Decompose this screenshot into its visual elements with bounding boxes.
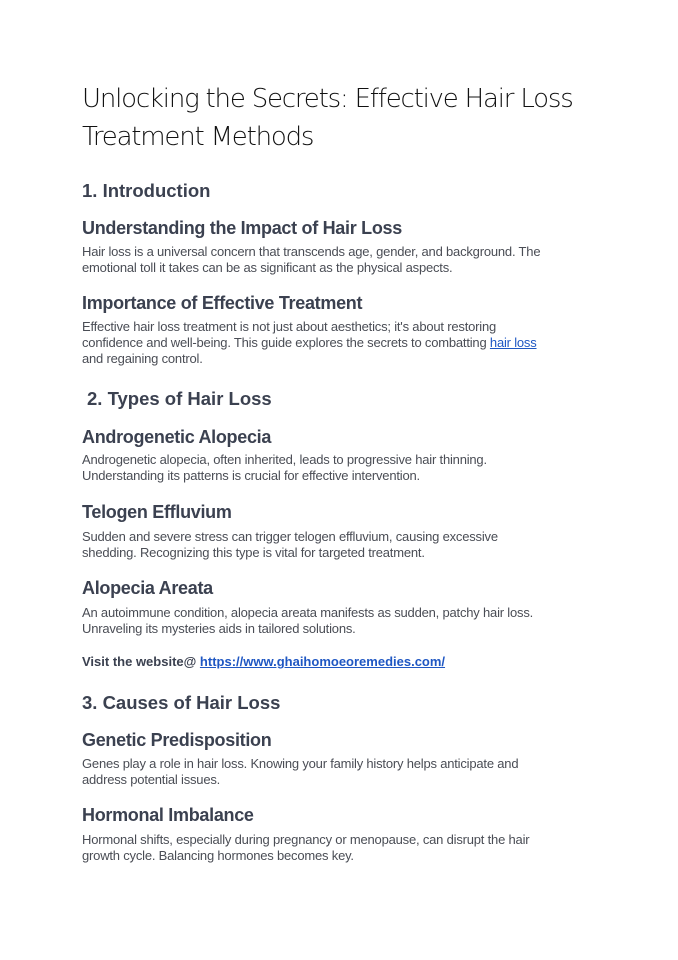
paragraph — [82, 452, 487, 484]
paragraph — [82, 832, 529, 864]
paragraph-line: Hair loss is a universal concern that transcends age, gender, and background. The — [82, 244, 541, 259]
subheading: Telogen Effluvium — [82, 502, 232, 522]
paragraph — [82, 605, 533, 637]
section-heading-types: 2. Types of Hair Loss — [87, 388, 272, 409]
paragraph-line: address potential issues. — [82, 772, 221, 787]
subheading: Alopecia Areata — [82, 578, 213, 598]
subheading: Androgenetic Alopecia — [82, 427, 272, 447]
subheading: Hormonal Imbalance — [82, 805, 254, 825]
paragraph — [82, 529, 498, 561]
paragraph-text: confidence and well-being. This guide explores the secrets to combatting — [82, 335, 490, 350]
paragraph — [82, 244, 540, 276]
paragraph — [82, 319, 537, 367]
paragraph-line: Androgenetic alopecia, often inherited, leads to progressive hair thinning. — [82, 452, 487, 467]
paragraph-line: Sudden and severe stress can trigger telogen effluvium, causing excessive — [82, 529, 498, 544]
section-heading-causes: 3. Causes of Hair Loss — [82, 692, 281, 713]
paragraph-line: Hormonal shifts, especially during pregnancy or menopause, can disrupt the hair — [82, 832, 530, 847]
paragraph — [82, 756, 518, 788]
paragraph-line: emotional toll it takes can be as significant as the physical aspects. — [82, 260, 453, 275]
visit-label: Visit the website@ — [82, 654, 200, 669]
subheading: Understanding the Impact of Hair Loss — [82, 218, 402, 238]
website-link[interactable]: https://www.ghaihomoeoremedies.com/ — [199, 654, 446, 669]
title-line: Unlocking the Secrets: Effective Hair Loss — [82, 84, 573, 114]
visit-website-line — [82, 654, 445, 670]
paragraph-line: shedding. Recognizing this type is vital for targeted treatment. — [82, 545, 425, 560]
section-heading-introduction: 1. Introduction — [82, 180, 211, 201]
subheading: Genetic Predisposition — [82, 730, 272, 750]
paragraph-line: Unraveling its mysteries aids in tailored solutions. — [82, 621, 356, 636]
paragraph-line: growth cycle. Balancing hormones becomes key. — [82, 848, 354, 863]
paragraph-line: Understanding its patterns is crucial for effective intervention. — [82, 468, 420, 483]
subheading: Importance of Effective Treatment — [82, 293, 363, 313]
paragraph-line: An autoimmune condition, alopecia areata manifests as sudden, patchy hair loss. — [82, 605, 534, 620]
paragraph-line: and regaining control. — [82, 351, 203, 366]
document-title — [82, 80, 573, 156]
hair-loss-link[interactable]: hair loss — [489, 335, 537, 350]
paragraph-line — [82, 335, 537, 351]
title-line: Treatment Methods — [82, 122, 314, 152]
paragraph-line: Effective hair loss treatment is not just about aesthetics; it's about restoring — [82, 319, 497, 334]
paragraph-line: Genes play a role in hair loss. Knowing your family history helps anticipate and — [82, 756, 519, 771]
